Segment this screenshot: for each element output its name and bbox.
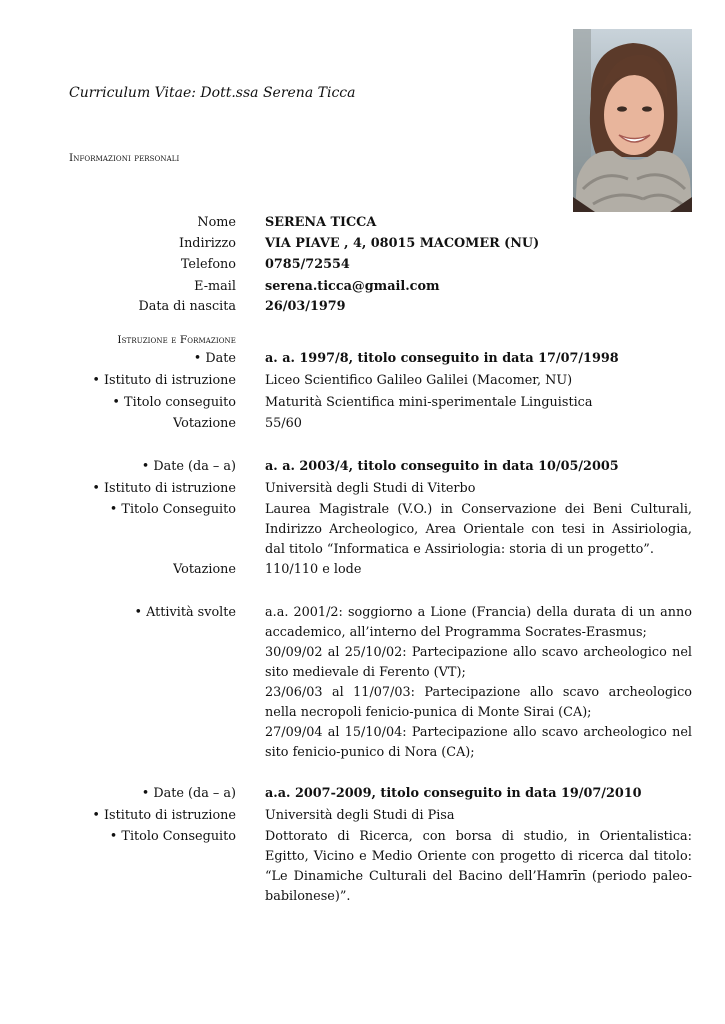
edu-label: • Date (da – a) [69,784,236,804]
edu-value: Liceo Scientifico Galileo Galilei (Macomer, NU) [265,373,573,388]
edu-label: • Attività svolte [69,603,236,623]
section-personal-info: Informazioni personali [69,152,180,164]
info-label: Telefono [180,257,236,272]
edu-label: • Titolo Conseguito [69,827,236,847]
info-value: SERENA TICCA [265,215,377,230]
edu-label: • Istituto di istruzione [69,479,236,499]
edu-label: Votazione [173,562,236,577]
edu-value: Dottorato di Ricerca, con borsa di studio, in Orientalistica: Egitto, Vicino e Medio Oriente con progetto di ricerca dal titolo: “Le Dinamiche Culturali del Bacino dell’Hamrīn (periodo paleo-babilonese)”. [265,829,692,904]
edu-value: a. a. 2003/4, titolo conseguito in data 10/05/2005 [265,459,619,474]
activity-item: 27/09/04 al 15/10/04: Partecipazione allo scavo archeologico nel sito fenicio-punico di Nora (CA); [265,725,692,760]
edu-value: Università degli Studi di Viterbo [265,481,476,496]
edu-value: Maturità Scientifica mini-sperimentale Linguistica [265,395,593,410]
info-label: Data di nascita [138,299,236,314]
info-label: Indirizzo [179,236,236,251]
edu-label: • Date (da – a) [69,457,236,477]
info-label: Nome [197,215,236,230]
edu-label: • Date [69,349,236,369]
edu-label: Votazione [173,416,236,431]
activity-item: 30/09/02 al 25/10/02: Partecipazione allo scavo archeologico nel sito medievale di Ferento (VT); [265,645,692,680]
edu-value: a.a. 2007-2009, titolo conseguito in data 19/07/2010 [265,786,642,801]
info-value: 26/03/1979 [265,299,346,314]
info-value: 0785/72554 [265,257,350,272]
edu-label: • Titolo conseguito [69,393,236,413]
edu-value: Università degli Studi di Pisa [265,808,455,823]
edu-value: a. a. 1997/8, titolo conseguito in data 17/07/1998 [265,351,619,366]
edu-label: • Istituto di istruzione [69,806,236,826]
info-label: E-mail [194,279,236,294]
activity-item: 23/06/03 al 11/07/03: Partecipazione allo scavo archeologico nella necropoli fenicio-punica di Monte Sirai (CA); [265,685,692,720]
activities-list [265,603,692,763]
info-value: serena.ticca@gmail.com [265,279,440,294]
activity-item: a.a. 2001/2: soggiorno a Lione (Francia) della durata di un anno accademico, all’interno del Programma Socrates-Erasmus; [265,605,692,640]
info-value: VIA PIAVE , 4, 08015 MACOMER (NU) [265,236,540,251]
edu-value: 110/110 e lode [265,562,362,577]
profile-photo [573,29,692,212]
document-title: Curriculum Vitae: Dott.ssa Serena Ticca [69,85,356,101]
section-education: Istruzione e Formazione [117,334,236,346]
edu-label: • Titolo Conseguito [69,500,236,520]
edu-value: 55/60 [265,416,302,431]
edu-label: • Istituto di istruzione [69,371,236,391]
edu-value: Laurea Magistrale (V.O.) in Conservazione dei Beni Culturali, Indirizzo Archeologico, Area Orientale con tesi in Assiriologia, dal titolo “Informatica e Assiriologia: storia di un progetto”. [265,502,692,557]
